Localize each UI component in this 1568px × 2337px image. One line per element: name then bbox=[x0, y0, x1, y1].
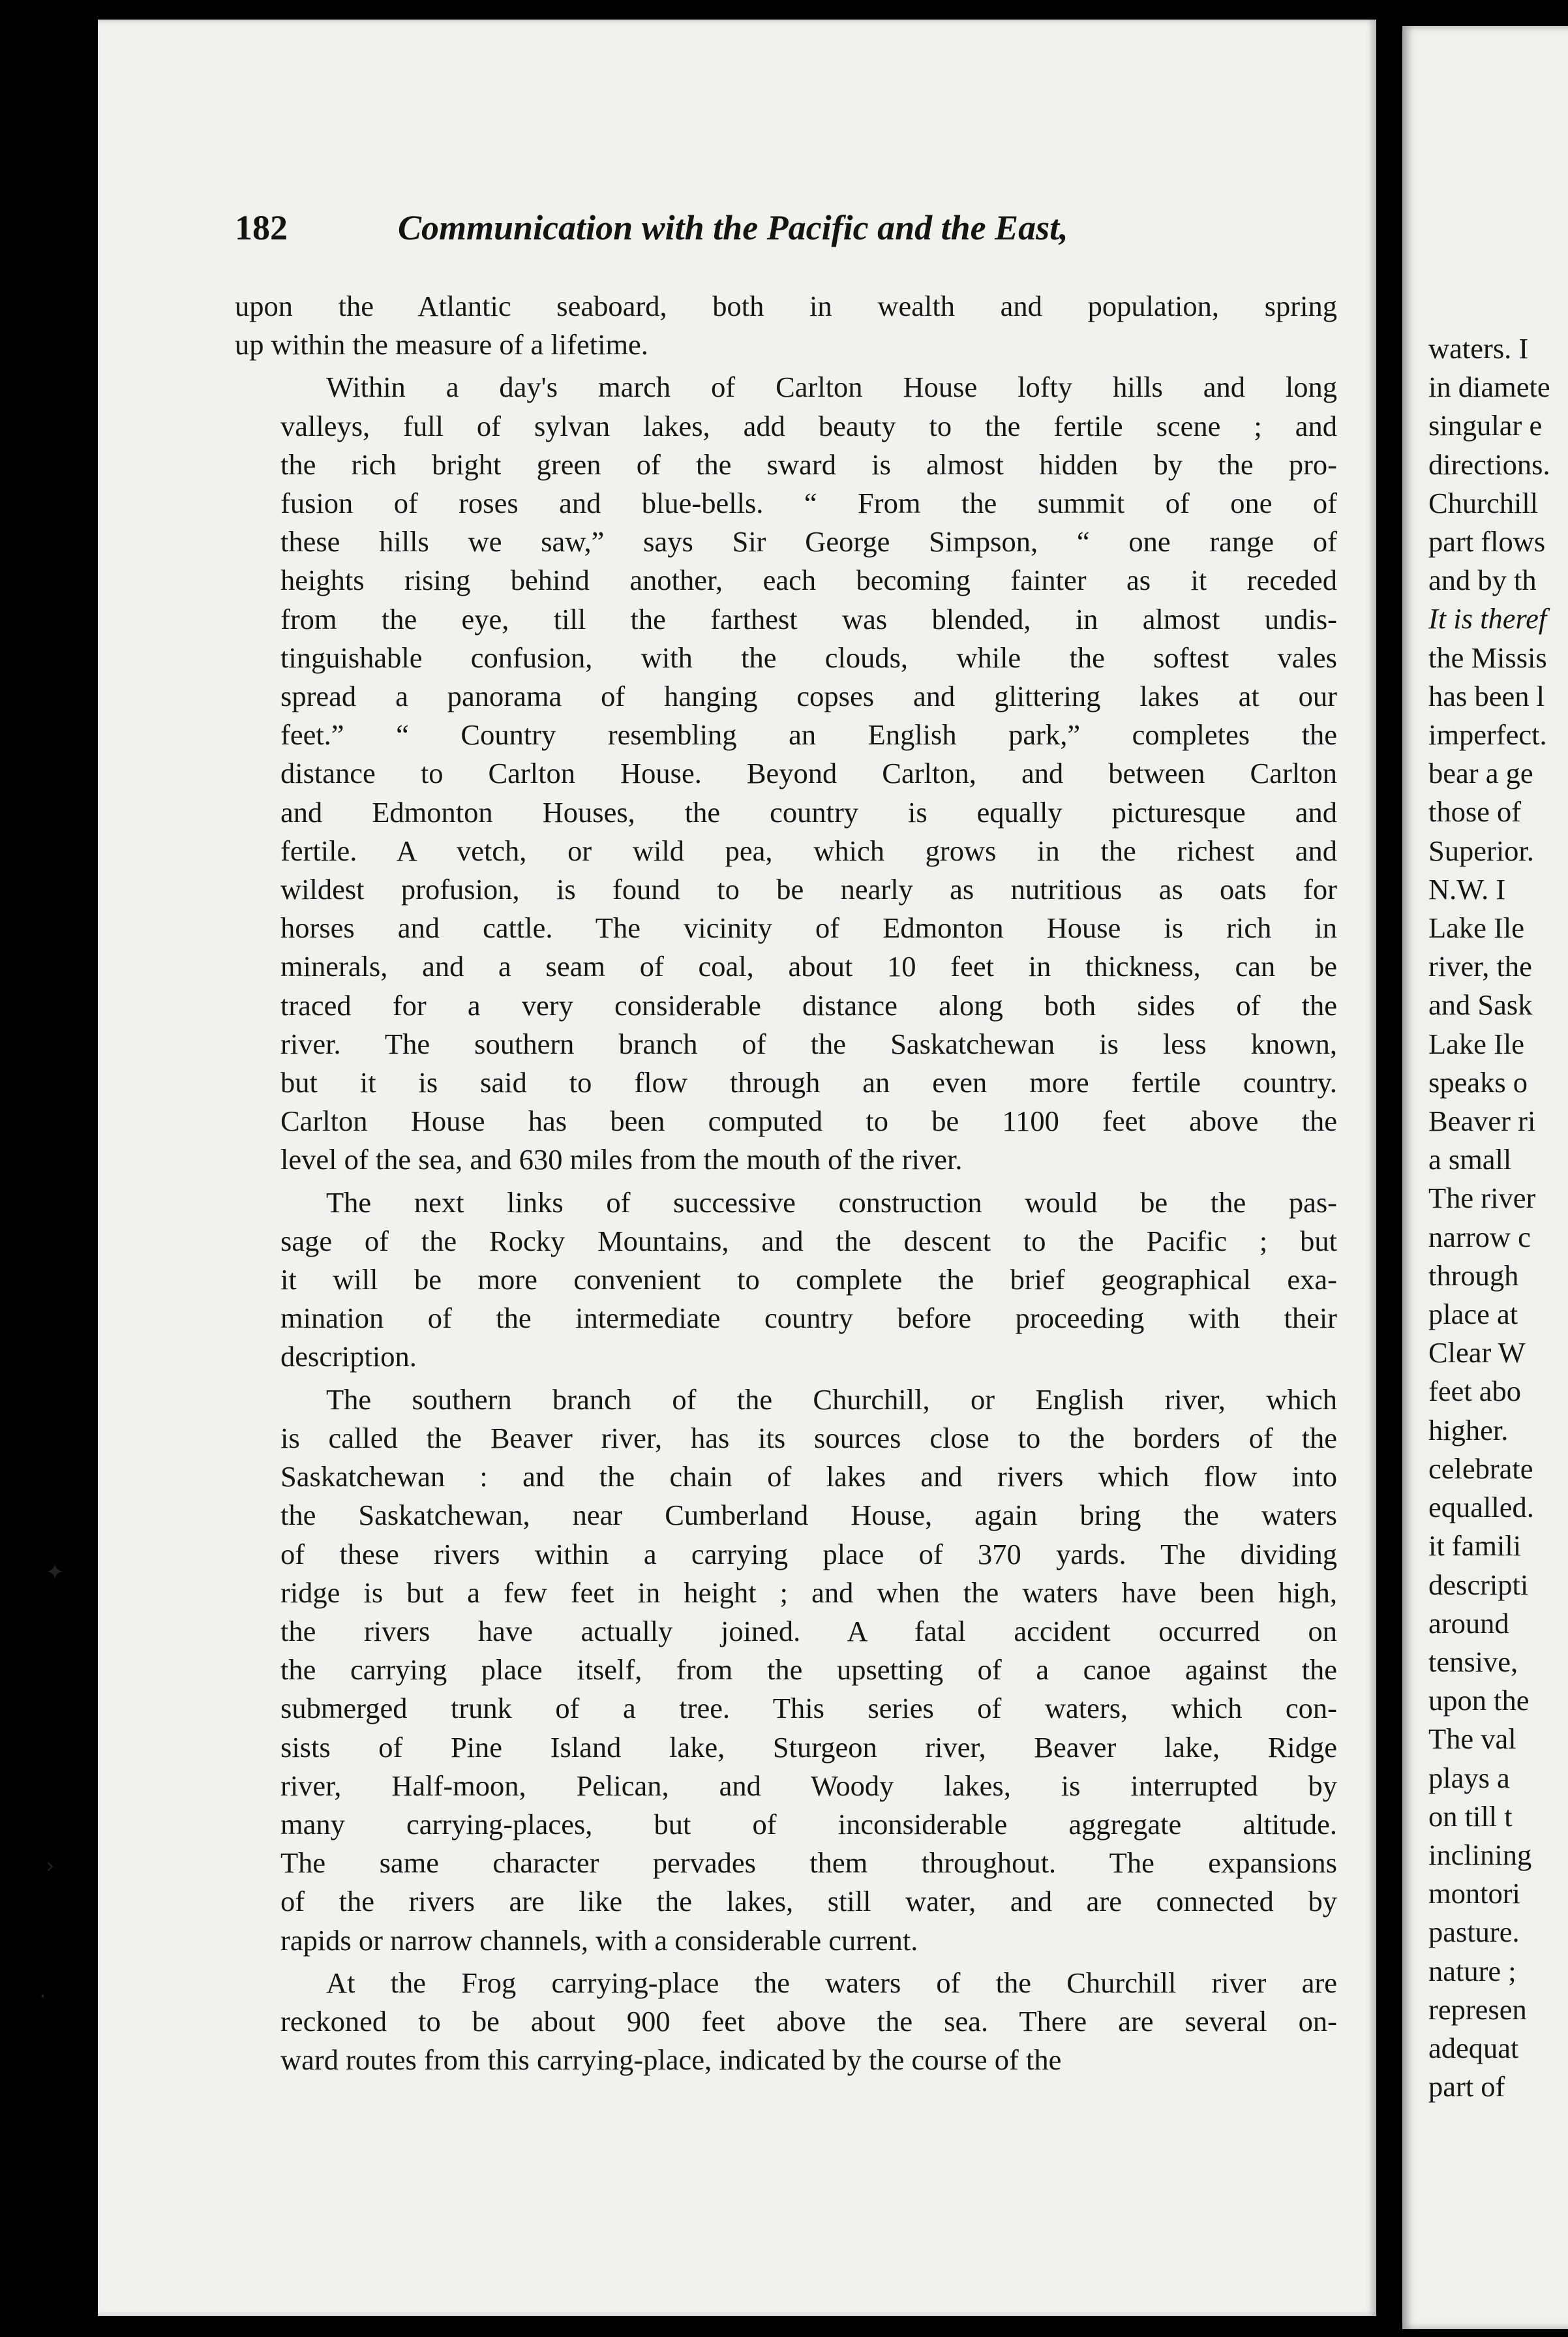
facing-page-line: pasture. bbox=[1428, 1916, 1520, 1949]
text-line: traced for a very considerable distance along both sides of the bbox=[280, 988, 1337, 1022]
facing-page-line: Beaver ri bbox=[1428, 1105, 1536, 1138]
facing-page-line: Lake Ile bbox=[1428, 911, 1524, 945]
text-line: of the rivers are like the lakes, still water, and are connected by bbox=[280, 1885, 1337, 1918]
text-line: fusion of roses and blue-bells. “ From the summit of one of bbox=[280, 487, 1337, 520]
margin-speck-mark: › bbox=[46, 1853, 55, 1879]
facing-page-line: The river bbox=[1428, 1182, 1536, 1215]
margin-speck-mark: · bbox=[39, 1983, 46, 2009]
facing-page-line: on till t bbox=[1428, 1799, 1513, 1833]
text-line: mination of the intermediate country before proceeding with their bbox=[280, 1302, 1337, 1335]
text-line: up within the measure of a lifetime. bbox=[235, 328, 648, 361]
text-line: minerals, and a seam of coal, about 10 feet in thickness, can be bbox=[280, 950, 1337, 983]
text-line: sists of Pine Island lake, Sturgeon river, Beaver lake, Ridge bbox=[280, 1730, 1337, 1764]
text-line: spread a panorama of hanging copses and glittering lakes at our bbox=[280, 680, 1337, 713]
text-line: and Edmonton Houses, the country is equally picturesque and bbox=[280, 795, 1337, 829]
facing-page-line: celebrate bbox=[1428, 1452, 1533, 1485]
text-line: At the Frog carrying-place the waters of the Churchill river are bbox=[326, 1966, 1337, 1999]
facing-page-line: Clear W bbox=[1428, 1336, 1526, 1369]
text-line: level of the sea, and 630 miles from the mouth of the river. bbox=[280, 1143, 963, 1176]
text-line: it will be more convenient to complete the brief geographical exa- bbox=[280, 1263, 1337, 1296]
facing-page-line: part of bbox=[1428, 2070, 1505, 2103]
text-line: the rich bright green of the sward is almost hidden by the pro- bbox=[280, 448, 1337, 481]
facing-page-line: tensive, bbox=[1428, 1645, 1518, 1678]
facing-page-line: upon the bbox=[1428, 1684, 1530, 1717]
text-line: ridge is but a few feet in height ; and when the waters have been high, bbox=[280, 1576, 1337, 1609]
text-line: reckoned to be about 900 feet above the sea. There are several on- bbox=[280, 2004, 1337, 2038]
text-line: sage of the Rocky Mountains, and the descent to the Pacific ; but bbox=[280, 1224, 1337, 1257]
text-line: from the eye, till the farthest was blended, in almost undis- bbox=[280, 602, 1337, 635]
text-line: submerged trunk of a tree. This series of waters, which con- bbox=[280, 1692, 1337, 1725]
facing-page-line: nature ; bbox=[1428, 1954, 1516, 1987]
facing-page-line: and Sask bbox=[1428, 988, 1533, 1022]
facing-page bbox=[1402, 26, 1568, 2329]
facing-page-line: speaks o bbox=[1428, 1065, 1528, 1099]
facing-page-line: inclining bbox=[1428, 1838, 1532, 1871]
text-line: the carrying place itself, from the upsetting of a canoe against the bbox=[280, 1653, 1337, 1687]
text-line: Carlton House has been computed to be 1100 feet above the bbox=[280, 1105, 1337, 1138]
page-number: 182 bbox=[235, 208, 288, 247]
facing-page-line: has been l bbox=[1428, 679, 1545, 712]
facing-page-line: waters. I bbox=[1428, 332, 1529, 365]
facing-page-line: bear a ge bbox=[1428, 757, 1533, 790]
facing-page-line: descripti bbox=[1428, 1568, 1529, 1601]
paragraph bbox=[235, 287, 1337, 364]
text-line: The next links of successive construction would be the pas- bbox=[326, 1185, 1337, 1219]
facing-page-line: directions. bbox=[1428, 448, 1550, 481]
facing-page-line: those of bbox=[1428, 795, 1522, 829]
paragraph bbox=[235, 1964, 1337, 2080]
facing-page-line: The val bbox=[1428, 1722, 1516, 1756]
running-head: Communication with the Pacific and the East, bbox=[398, 208, 1068, 247]
text-line: river, Half-moon, Pelican, and Woody lakes, is interrupted by bbox=[280, 1769, 1337, 1802]
text-line: wildest profusion, is found to be nearly as nutritious as oats for bbox=[280, 873, 1337, 906]
text-line: heights rising behind another, each becoming fainter as it receded bbox=[280, 564, 1337, 597]
facing-page-line: through bbox=[1428, 1259, 1519, 1292]
facing-page-line: higher. bbox=[1428, 1413, 1509, 1446]
facing-page-line: It is theref bbox=[1428, 602, 1547, 635]
text-line: is called the Beaver river, has its sources close to the borders of the bbox=[280, 1421, 1337, 1454]
text-line: description. bbox=[280, 1340, 417, 1373]
text-line: The same character pervades them throughout. The expansions bbox=[280, 1846, 1337, 1880]
text-line: Saskatchewan : and the chain of lakes and rivers which flow into bbox=[280, 1460, 1337, 1493]
facing-page-text bbox=[1428, 329, 1568, 2106]
text-line: ward routes from this carrying-place, indicated by the course of the bbox=[280, 2043, 1062, 2077]
text-line: feet.” “ Country resembling an English park,” completes the bbox=[280, 718, 1337, 752]
page-body-text bbox=[235, 287, 1337, 2079]
text-line: many carrying-places, but of inconsiderable aggregate altitude. bbox=[280, 1807, 1337, 1841]
facing-page-line: montori bbox=[1428, 1877, 1520, 1910]
text-line: horses and cattle. The vicinity of Edmonton House is rich in bbox=[280, 911, 1337, 945]
text-line: Within a day's march of Carlton House lofty hills and long bbox=[326, 371, 1337, 404]
facing-page-line: around bbox=[1428, 1606, 1509, 1640]
facing-page-line: N.W. I bbox=[1428, 872, 1506, 906]
facing-page-line: part flows bbox=[1428, 525, 1546, 558]
facing-page-line: represen bbox=[1428, 1993, 1527, 2026]
facing-page-line: Churchill bbox=[1428, 486, 1539, 519]
margin-speck-mark: ✦ bbox=[46, 1559, 65, 1585]
paragraph bbox=[235, 1184, 1337, 1377]
facing-page-line: Lake Ile bbox=[1428, 1027, 1524, 1060]
facing-page-line: Superior. bbox=[1428, 834, 1534, 867]
text-line: the Saskatchewan, near Cumberland House, again bring the waters bbox=[280, 1499, 1337, 1532]
text-line: rapids or narrow channels, with a considerable current. bbox=[280, 1923, 918, 1957]
facing-page-line: it famili bbox=[1428, 1529, 1522, 1563]
text-line: upon the Atlantic seaboard, both in wealth and population, spring bbox=[235, 290, 1337, 322]
facing-page-line: adequat bbox=[1428, 2031, 1519, 2064]
paragraph bbox=[235, 1381, 1337, 1960]
facing-page-line: in diamete bbox=[1428, 371, 1550, 404]
text-line: of these rivers within a carrying place of 370 yards. The dividing bbox=[280, 1537, 1337, 1570]
text-line: the rivers have actually joined. A fatal accident occurred on bbox=[280, 1614, 1337, 1647]
facing-page-line: a small bbox=[1428, 1143, 1512, 1176]
text-line: these hills we saw,” says Sir George Simpson, “ one range of bbox=[280, 525, 1337, 558]
text-line: fertile. A vetch, or wild pea, which grows in the richest and bbox=[280, 834, 1337, 867]
facing-page-line: the Missis bbox=[1428, 641, 1547, 674]
text-line: river. The southern branch of the Saskatchewan is less known, bbox=[280, 1027, 1337, 1060]
text-line: The southern branch of the Churchill, or English river, which bbox=[326, 1382, 1337, 1416]
facing-page-line: singular e bbox=[1428, 409, 1543, 442]
page-header bbox=[235, 207, 1344, 260]
facing-page-line: place at bbox=[1428, 1298, 1518, 1331]
facing-page-line: feet abo bbox=[1428, 1375, 1522, 1408]
facing-page-line: river, the bbox=[1428, 950, 1532, 983]
facing-page-line: imperfect. bbox=[1428, 718, 1547, 752]
facing-page-line: equalled. bbox=[1428, 1491, 1534, 1524]
facing-page-line: and by th bbox=[1428, 564, 1537, 597]
paragraph bbox=[235, 368, 1337, 1179]
text-line: valleys, full of sylvan lakes, add beauty to the fertile scene ; and bbox=[280, 409, 1337, 442]
text-line: tinguishable confusion, with the clouds, while the softest vales bbox=[280, 641, 1337, 674]
facing-page-line: narrow c bbox=[1428, 1220, 1531, 1253]
facing-page-line: plays a bbox=[1428, 1761, 1510, 1794]
text-line: distance to Carlton House. Beyond Carlton, and between Carlton bbox=[280, 757, 1337, 790]
text-line: but it is said to flow through an even more fertile country. bbox=[280, 1066, 1337, 1099]
